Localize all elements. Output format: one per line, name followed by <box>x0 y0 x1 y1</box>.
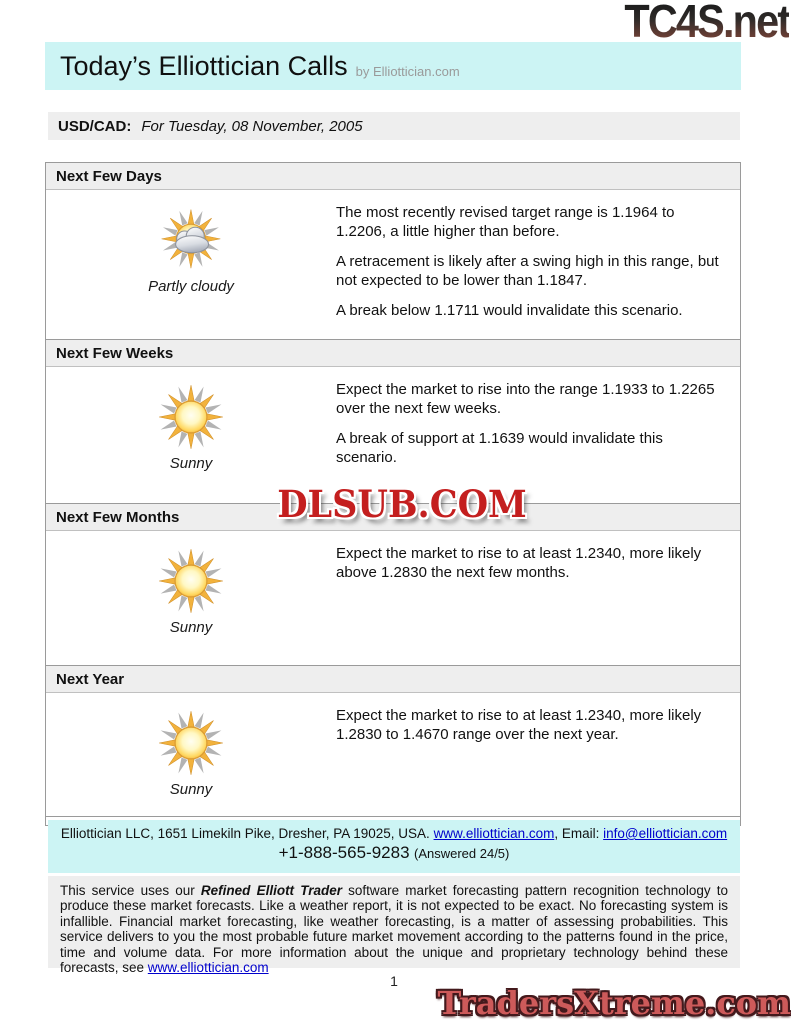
section-title: Next Few Months <box>46 504 740 531</box>
email-link[interactable]: info@elliottician.com <box>603 826 728 841</box>
partly-cloudy-icon <box>157 206 225 274</box>
phone-number: +1-888-565-9283 <box>278 843 410 862</box>
forecast-paragraph: A break below 1.1711 would invalidate this scenario. <box>336 302 683 319</box>
sunny-icon <box>157 547 225 615</box>
footer-contact-block <box>48 820 740 873</box>
instrument-bar <box>48 112 740 140</box>
section-title: Next Year <box>46 666 740 693</box>
tradersxtreme-watermark-logo: TradersXtreme.com <box>437 984 791 1022</box>
forecast-paragraph: The most recently revised target range is 1.1964 to 1.2206, a little higher than before. <box>336 204 675 240</box>
sunny-icon <box>157 709 225 777</box>
page-title: Today’s Elliottician Calls <box>60 50 348 81</box>
phone-line <box>48 843 740 863</box>
product-name: Refined Elliott Trader <box>200 883 342 898</box>
sunny-icon <box>157 383 225 451</box>
dlsub-watermark-logo: DLSUB.COM <box>277 482 527 527</box>
weather-caption: Partly cloudy <box>148 278 234 295</box>
forecast-paragraph: A break of support at 1.1639 would invalidate this scenario. <box>336 430 663 466</box>
section-title: Next Few Weeks <box>46 340 740 367</box>
tc4s-watermark-logo: TC4S.net <box>624 0 789 47</box>
weather-caption: Sunny <box>169 781 213 798</box>
section-next-few-days <box>46 163 740 339</box>
page-number: 1 <box>390 973 398 989</box>
disclaimer-block: This service uses our Refined Elliott Trader software market forecasting pattern recognition technology to produce these market forecasts. Like a weather report, it is not expected to be exact. No forecasting system is infallible. Financial market forecasting, like weather forecasting, is a matter of assessing probabilities. This service delivers to you the most probable future market movement according to the patterns found in the price, time and volume data. For more information about the unique and proprietary technology behind these forecasts, see www.elliottician.com <box>48 876 740 968</box>
weather-caption: Sunny <box>169 455 213 472</box>
forecast-date: For Tuesday, 08 November, 2005 <box>141 117 363 135</box>
section-next-year <box>46 665 740 816</box>
disclaimer-website-link[interactable]: www.elliottician.com <box>147 960 269 976</box>
website-link[interactable]: www.elliottician.com <box>433 826 555 841</box>
instrument-label: USD/CAD: <box>58 117 132 135</box>
company-address-line: Elliottician LLC, 1651 Limekiln Pike, Dresher, PA 19025, USA. www.elliottician.com, Email: info@elliottician.com <box>60 826 728 841</box>
phone-availability: (Answered 24/5) <box>413 846 510 861</box>
section-next-few-months <box>46 503 740 665</box>
section-next-few-weeks <box>46 339 740 503</box>
forecast-paragraph: A retracement is likely after a swing high in this range, but not expected to be lower than 1.1847. <box>336 253 719 289</box>
forecast-paragraph: Expect the market to rise to at least 1.2340, more likely 1.2830 to 1.4670 range over the next year. <box>336 707 702 743</box>
weather-caption: Sunny <box>169 619 213 636</box>
section-title: Next Few Days <box>46 163 740 190</box>
forecast-paragraph: Expect the market to rise to at least 1.2340, more likely above 1.2830 the next few months. <box>336 545 702 581</box>
forecast-paragraph: Expect the market to rise into the range 1.1933 to 1.2265 over the next few weeks. <box>336 381 715 417</box>
byline: by Elliottician.com <box>355 63 460 79</box>
report-title-band <box>45 42 741 90</box>
